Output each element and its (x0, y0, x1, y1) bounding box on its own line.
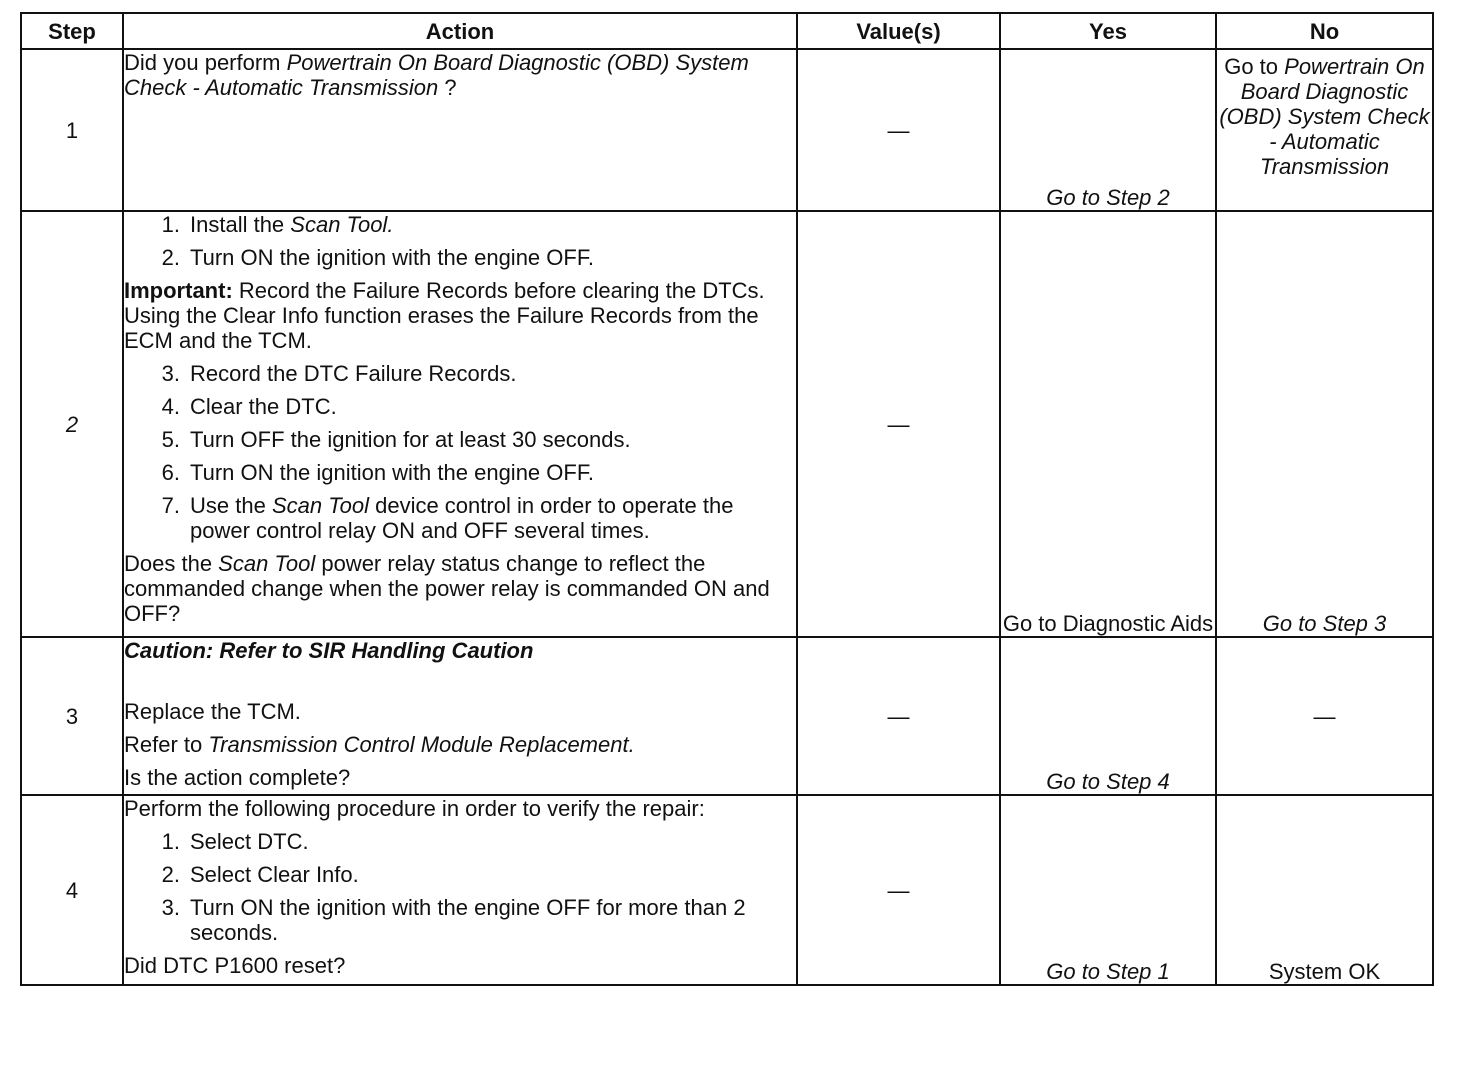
list-item: 3. Record the DTC Failure Records. (161, 361, 517, 386)
no-cell: — (1216, 637, 1433, 795)
no-cell: Go to Powertrain On Board Diagnostic (OBD) System Check - Automatic Transmission (1216, 49, 1433, 211)
list-item: 4. Clear the DTC. (161, 394, 337, 419)
action-question: Does the Scan Tool power relay status change to reflect the commanded change when the power relay is commanded ON and OFF? (124, 551, 770, 626)
header-row (21, 13, 1433, 49)
action-question: Did you perform Powertrain On Board Diagnostic (OBD) System Check - Automatic Transmission ? (124, 50, 749, 100)
yes-cell[interactable]: Go to Step 4 (1000, 637, 1216, 795)
action-question: Is the action complete? (124, 765, 351, 790)
table-row (21, 795, 1433, 985)
no-cell[interactable]: Go to Step 3 (1216, 211, 1433, 637)
no-cell: System OK (1216, 795, 1433, 985)
header-yes: Yes (1000, 13, 1216, 49)
yes-cell[interactable]: Go to Step 2 (1000, 49, 1216, 211)
value-cell: — (797, 49, 1000, 211)
header-action: Action (123, 13, 797, 49)
list-item: 2. Select Clear Info. (161, 862, 359, 887)
action-cell (123, 211, 797, 637)
table-row (21, 211, 1433, 637)
action-line: Refer to Transmission Control Module Replacement. (124, 732, 635, 757)
table-row (21, 637, 1433, 795)
action-intro: Perform the following procedure in order to verify the repair: (124, 796, 705, 821)
procedure-list (124, 361, 796, 543)
action-cell (123, 49, 797, 211)
step-number: 2 (21, 211, 123, 637)
step-number: 4 (21, 795, 123, 985)
yes-cell[interactable]: Go to Step 1 (1000, 795, 1216, 985)
table-row (21, 49, 1433, 211)
list-item: 7. Use the Scan Tool device control in order to operate the power control relay ON and OFF several times. (161, 493, 734, 543)
list-item: 5. Turn OFF the ignition for at least 30 seconds. (161, 427, 631, 452)
action-line: Replace the TCM. (124, 699, 301, 724)
action-question: Did DTC P1600 reset? (124, 953, 346, 978)
list-item: 1. Select DTC. (161, 829, 309, 854)
yes-cell[interactable]: Go to Diagnostic Aids (1000, 211, 1216, 637)
procedure-link[interactable]: Powertrain On Board Diagnostic (OBD) System Check - Automatic Transmission (1219, 54, 1430, 179)
procedure-list (124, 829, 796, 945)
step-number: 3 (21, 637, 123, 795)
diagnostic-table (20, 12, 1434, 986)
list-item: 2. Turn ON the ignition with the engine OFF. (161, 245, 594, 270)
value-cell: — (797, 211, 1000, 637)
procedure-link[interactable]: Transmission Control Module Replacement. (208, 732, 635, 757)
list-item: 1. Install the Scan Tool. (161, 212, 394, 237)
action-cell (123, 795, 797, 985)
step-number: 1 (21, 49, 123, 211)
caution-note: Caution: Refer to SIR Handling Caution (124, 638, 534, 663)
header-no: No (1216, 13, 1433, 49)
header-step: Step (21, 13, 123, 49)
list-item: 6. Turn ON the ignition with the engine OFF. (161, 460, 594, 485)
procedure-link[interactable]: Powertrain On Board Diagnostic (OBD) System Check - Automatic Transmission (124, 50, 749, 100)
header-values: Value(s) (797, 13, 1000, 49)
value-cell: — (797, 795, 1000, 985)
list-item: 3. Turn ON the ignition with the engine OFF for more than 2 seconds. (161, 895, 746, 945)
procedure-list (124, 212, 796, 270)
important-note: Important: Record the Failure Records before clearing the DTCs. Using the Clear Info function erases the Failure Records from the ECM and the TCM. (124, 278, 765, 353)
action-cell (123, 637, 797, 795)
value-cell: — (797, 637, 1000, 795)
